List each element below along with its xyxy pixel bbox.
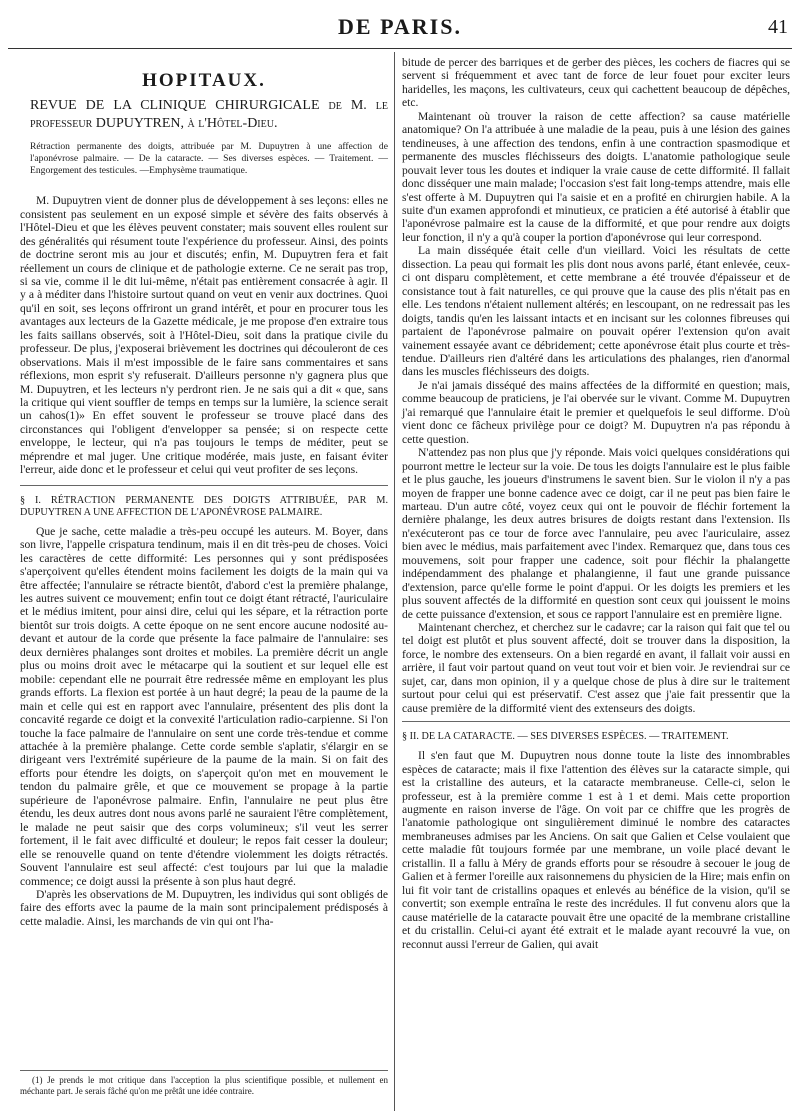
paragraph: Je n'ai jamais disséqué des mains affectées de la difformité en question; mais, comme beaucoup de praticiens, je l'ai obervée sur le vivant. Comme M. Dupuytren j'ai remarqué que l'annulaire était le premier et quelquefois le seul difforme. D'où vient donc ce fâcheux privilège pour ce doigt? M. Dupuytren n'a pas répondu à cette question. xyxy=(402,378,790,446)
paragraph: N'attendez pas non plus que j'y réponde. Mais voici quelques considérations qui pourront mettre le lecteur sur la voie. De tous les doigts l'annulaire est le plus faible et le plus gauche, les joueurs d'instrumens le savent bien. Sur le violon il n'y a pas moyen de frapper une bonne cadence avec ce doigt, car il ne peut pas bien faire le marteau. D'un autre côté, voyez ceux qui ont le pouvoir de fléchir fortement la dernière phalange, les deux autres brisures de doigts restant dans l'extension. Ils n'exécuteront pas ce tour de force avec l'annulaire, peu avec l'auriculaire, assez bien avec le médius, mais parfaitement avec l'index. Remarquez que, dans tous ces mouvemens, soit pour frapper une cadence, soit pour fléchir la phalangette indépendamment des phalange et phalangienne, il faut une grande puissance d'extension, parce qu'elle forme le point d'appui. Or les doigts les premiers et les plus souvent affectés de la difformité en question sont ceux qui jouissent le moins de cette puissance d'extension, et sous ce rapport l'annulaire est en première ligne. xyxy=(402,446,790,621)
paragraph: bitude de percer des barriques et de gerber des pièces, les cochers de fiacres qui se servent si fréquemment et avec tant de force de leur fouet pour exciter leurs haridelles, les maçons, les cultivateurs, ceux qui cachettent beaucoup de dépêches, etc. xyxy=(402,56,790,110)
header-rule xyxy=(8,48,792,49)
paragraph: Maintenant cherchez, et cherchez sur le cadavre; car la raison qui fait que tel ou tel doigt est plutôt et plus souvent affecté, doit se trouver dans la disposition, la force, le nombre des extenseurs. On a bien regardé en avant, il fallait voir aussi en arrière, il faut voir partout quand on veut tout voir et bien voir. Je reviendrai sur ce sujet, car, dans mon opinion, il y a quelque chose de plus à dire sur le traitement surtout pour celui qui est préservatif. C'est assez que j'aie fait pressentir que la cause première de la difformité vient des extenseurs des doigts. xyxy=(402,621,790,715)
paragraph: M. Dupuytren vient de donner plus de développement à ses leçons: elles ne consistent pas seulement en un exposé simple et sévère des faits observés à l'Hôtel-Dieu et que les élèves peuvent constater; mais souvent elles roulent sur des généralités qui résument toute l'expérience du professeur. Ainsi, des points de doctrine seront mis au jour et discutés; enfin, M. Dupuytren fera et fait réellement un cours de clinique et de pathologie externe. Ce ne serait pas trop, si sa vie, comme il le dit lui-même, n'était pas entièrement consacrée à agir. Il y a à méditer dans l'histoire surtout quand on veut en venir aux doctrines. Quoi qu'il en soit, ses leçons offriront un grand intérêt, et pour en procurer tous les avantages aux lecteurs de la Gazette médicale, je me propose d'en extraire tous les faits saillans observés, soit à l'Hôtel-Dieu, soit dans la pratique civile du professeur. De plus, j'exposerai brièvement les doctrines qui découleront de ces observations. Mais il m'est impossible de le faire sans commentaires et sans réflexions, mon esprit s'y refuserait. D'ailleurs personne n'y gagnera plus que M. Dupuytren, et les lecteurs n'y perdront rien. Je ne sais qui a dit « que, sans la critique qui vient souffler de temps en temps sur la lumière, la science serait un cahos(1)» En effet souvent le professeur se trouve placé dans des circonstances qui l'obligent d'envelopper sa pensée; si on respecte cette enveloppe, le lecteur, qui n'a pas toujours le temps de méditer, peut se méprendre et mal juger. Une critique modérée, mais juste, en faisant éviter l'erreur, aide donc et le professeur et celui qui veut profiter de ses leçons. xyxy=(20,194,388,477)
column-divider xyxy=(394,52,395,1111)
section-heading: HOPITAUX. xyxy=(142,70,266,91)
running-title: DE PARIS. xyxy=(338,14,462,39)
footnote xyxy=(20,1070,388,1097)
left-column xyxy=(20,52,388,928)
paragraph: Que je sache, cette maladie a très-peu occupé les auteurs. M. Boyer, dans son livre, l'appelle crispatura tendinum, mais il en dit très-peu de choses. Voici les caractères de cette difformité: Les personnes qui y sont prédisposées s'aperçoivent qu'elles étendent moins facilement les doigts de la main qui va être affectée; l'annulaire se rétracte bientôt, d'abord c'est la première phalange, les autres suivent ce mouvement; enfin tout ce doigt étant rétracté, l'auriculaire et le médius imitent, pour ainsi dire, celui qui les sépare, et la rétraction porte bientôt sur trois doigts. A cette époque on ne sent encore aucune nodosité au-devant et autour de la corde que présente la face palmaire de l'annulaire: ses deux dernières phalanges sont droites et mobiles. La première décrit un angle plus ou moins droit avec le métacarpe qui la soutient et sur lequel elle est mobile: cependant elle ne pourrait être redressée même en employant les plus grands efforts. La flexion est portée à un haut degré; la peau de la paume de la main et celle qui est en rapport avec l'annulaire, présentent des plis dont la concavité regarde ce doigt et la convexité l'articulation radio-carpienne. Si l'on touche la face palmaire de l'annulaire on sent une corde très-tendue et comme attachée à la première phalange. Cette corde semble s'aplatir, s'élargir en se dirigeant vers l'extrémité supérieure de la paume de la main. Si on fait des efforts pour étendre les doigts, on s'aperçoit qu'on met en mouvement le tendon du palmaire grêle, et que ce mouvement se propage à la partie supérieure de l'aponévrose palmaire. Enfin, l'annulaire ne peut plus être étendu, les deux autres dont nous avons parlé ne sauraient l'être complètement, le malade ne peut saisir que des corps volumineux; s'il veut les serrer fortement, il le fait avec difficulté et douleur; le repos fait cesser la douleur; elle se renouvelle quand on tente d'étendre violemment les doigts rétractés. Souvent l'annulaire est seul affecté: c'est toujours par lui que la maladie commence; ce doigt aussi la présente à son plus haut degré. xyxy=(20,524,388,888)
paragraph: La main disséquée était celle d'un vieillard. Voici les résultats de cette dissection. La peau qui formait les plis dont nous avons parlé, étant enlevée, ceux-ci ont disparu complètement, et cette membrane a été trouvée d'épaisseur et de consistance tout à fait naturelles, ce qui prouve que la cause des plis n'était pas en elle. Les tendons n'étaient nullement altérés; en lescoupant, on ne redressait pas les doigts, tandis qu'en les laissant intacts et en incisant sur les colonnes fibreuses qui partaient de l'aponévrose palmaire on pouvait opérer l'extension qu'on avait vainement essayée avant ce débridement; cette aponévrose était plus courte et très-tendue. D'ailleurs rien d'altéré dans les articulations des phalanges, rien d'anormal dans les muscles fléchisseurs des doigts. xyxy=(402,244,790,379)
right-column xyxy=(402,56,790,951)
paragraph: D'après les observations de M. Dupuytren, les individus qui sont obligés de faire des efforts avec la paume de la main sont principalement prédisposés à cette maladie. Ainsi, les marchands de vin qui ont l'ha- xyxy=(20,887,388,928)
subsection-title: § I. RÉTRACTION PERMANENTE DES DOIGTS ATTRIBUÉE, PAR M. DUPUYTREN A UNE AFFECTION DE L'APONÉVROSE PALMAIRE. xyxy=(20,494,388,518)
page-number: 41 xyxy=(768,16,788,38)
article-title: REVUE DE LA CLINIQUE CHIRURGICALE de M. le professeur DUPUYTREN, à l'Hôtel-Dieu. xyxy=(30,98,388,132)
article-summary: Rétraction permanente des doigts, attribuée par M. Dupuytren à une affection de l'aponévrose palmaire. — De la cataracte. — Ses diverses espèces. — Traitement. — Engorgement des testicules. —Emphysème traumatique. xyxy=(30,141,388,176)
paragraph: Il s'en faut que M. Dupuytren nous donne toute la liste des innombrables espèces de cataracte; mais il fixe l'attention des élèves sur la cataracte simple, qui est la cristalline des auteurs, et la cataracte membraneuse. Celle-ci, selon le professeur, est à la première comme 1 est à 1 et demi. Mais cette proportion augmente en raison inverse de l'âge. On voit par ce chiffre que les progrès de l'anatomie pathologique ont singulièrement diminué le nombre des cataractes membraneuses admises par les Anciens. On sait que Galien et Celse voulaient que cette maladie fût toujours formée par une membrane, un voile placé devant le cristallin. Il a fallu à Méry de grands efforts pour se résoudre à secouer le joug de Galien et à fermer l'oreille aux raisonnemens du physicien de la Hire; mais enfin on lui fit voir tant de cristallins opaques et enlevés au bénéfice de la vision, qu'il se convertit; son exemple entraîna le reste des incrédules. Il fut convenu alors que la cause matérielle de la cataracte pouvait être une opacité de la membrane cristalline et du cristallin. Celui-ci ayant été extrait et le malade ayant recouvré la vue, on reconnut aussi l'erreur de Galien, qui avait xyxy=(402,749,790,951)
page-header xyxy=(0,14,800,44)
footnote-text: (1) Je prends le mot critique dans l'acception la plus scientifique possible, et nullement en méchante part. Je serais fâché qu'on me prêtât une idée contraire. xyxy=(20,1075,388,1096)
paragraph: Maintenant où trouver la raison de cette affection? sa cause matérielle anatomique? On l'a attribuée à une maladie de la peau, puis à une lésion des gaines tendineuses, à une affection des tendons, enfin à une contraction spasmodique et permanente des muscles fléchisseurs des doigts. L'anatomie pathologique seule pouvait lever tous les doutes et indiquer la vraie cause de cette difformité. Il fallait donc disséquer une main malade; l'occasion s'est fait long-temps attendre, mais elle s'est offerte à M. Dupuytren qui l'a saisie et en a profité en chirurgien habile. A la suite d'un examen approfondi et minutieux, ce praticien a été autorisé à établir que l'aponévrose palmaire est la cause de la difformité, et que pour rendre aux doigts leur fonction, il n'y a qu'à couper la portion d'aponévrose qui leur correspond. xyxy=(402,109,790,244)
subsection-title: § II. DE LA CATARACTE. — SES DIVERSES ESPÈCES. — TRAITEMENT. xyxy=(402,731,729,743)
